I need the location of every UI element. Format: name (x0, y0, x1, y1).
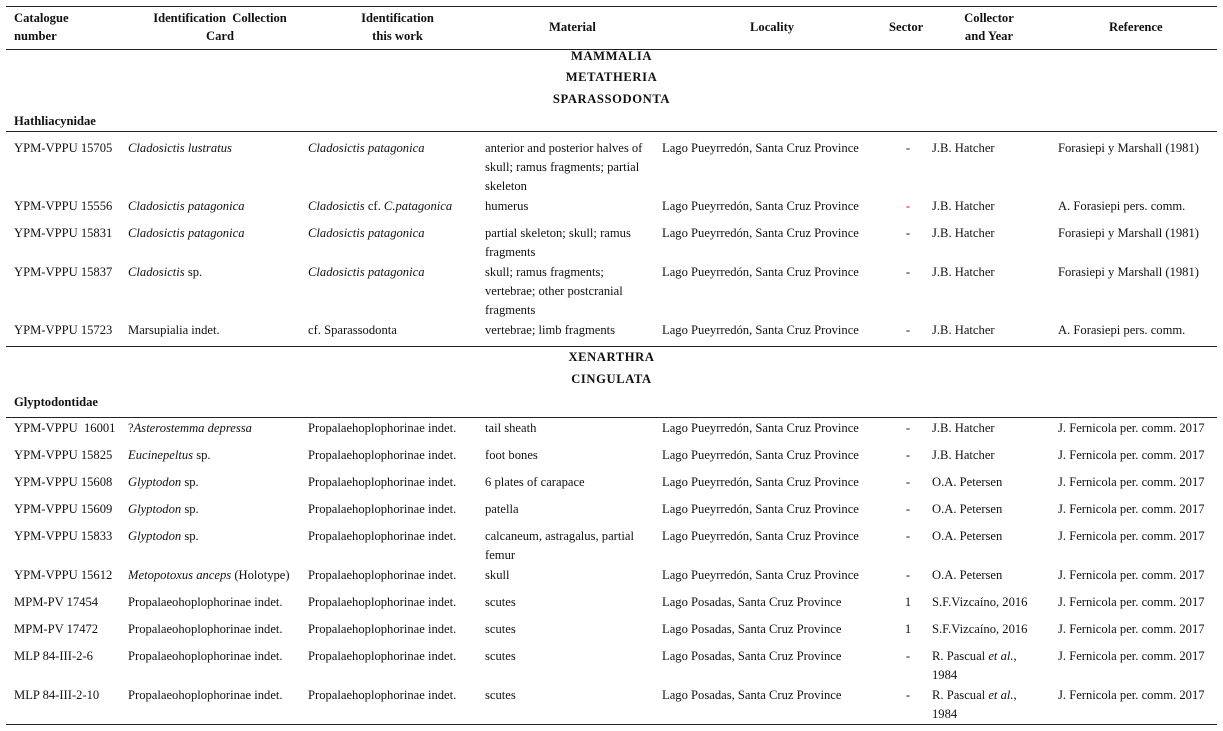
collector: S.F.Vizcaíno, 2016 (932, 622, 1028, 636)
material: 6 plates of carapace (485, 475, 585, 489)
collector: S.F.Vizcaíno, 2016 (932, 595, 1028, 609)
identification-this-work: Propalaehoplophorinae indet. (308, 649, 457, 663)
locality: Lago Posadas, Santa Cruz Province (662, 622, 842, 636)
locality: Lago Posadas, Santa Cruz Province (662, 688, 842, 702)
sector: - (905, 649, 911, 663)
material: scutes (485, 649, 516, 663)
reference: J. Fernicola per. comm. 2017 (1058, 622, 1205, 636)
identification-this-work: Propalaehoplophorinae indet. (308, 529, 457, 543)
top-rule (6, 6, 1217, 7)
sector: - (905, 226, 911, 240)
collection-card-id: Glyptodon sp. (128, 475, 199, 489)
taxon-mammalia: MAMMALIA (570, 49, 653, 63)
taxon-cingulata: CINGULATA (571, 372, 652, 386)
locality: Lago Pueyrredón, Santa Cruz Province (662, 421, 859, 435)
sector: - (905, 502, 911, 516)
identification-this-work: Cladosictis patagonica (308, 141, 425, 155)
catalogue-number: YPM-VPPU 15556 (14, 199, 113, 213)
material: foot bones (485, 448, 538, 462)
collector: J.B. Hatcher (932, 226, 995, 240)
collector: J.B. Hatcher (932, 265, 995, 279)
locality: Lago Pueyrredón, Santa Cruz Province (662, 448, 859, 462)
locality: Lago Pueyrredón, Santa Cruz Province (662, 226, 859, 240)
locality: Lago Pueyrredón, Santa Cruz Province (662, 265, 859, 279)
collection-card-id: Cladosictis patagonica (128, 199, 245, 213)
collector: R. Pascual et al., 1984 (932, 688, 1017, 721)
material: anterior and posterior halves of skull; ramus fragments; partial skeleton (485, 141, 643, 193)
collector: R. Pascual et al., 1984 (932, 649, 1017, 682)
material: scutes (485, 622, 516, 636)
material: skull (485, 568, 510, 582)
reference: Forasiepi y Marshall (1981) (1058, 265, 1199, 279)
reference: J. Fernicola per. comm. 2017 (1058, 649, 1205, 663)
sector: - (905, 475, 911, 489)
sector: - (905, 568, 911, 582)
collection-card-id: ?Asterostemma depressa (128, 421, 252, 435)
reference: J. Fernicola per. comm. 2017 (1058, 502, 1205, 516)
identification-this-work: Propalaehoplophorinae indet. (308, 595, 457, 609)
locality: Lago Posadas, Santa Cruz Province (662, 649, 842, 663)
collection-card-id: Cladosictis patagonica (128, 226, 245, 240)
locality: Lago Pueyrredón, Santa Cruz Province (662, 199, 859, 213)
locality: Lago Pueyrredón, Santa Cruz Province (662, 323, 859, 337)
collection-card-id: Propalaeohoplophorinae indet. (128, 688, 283, 702)
catalogue-number: YPM-VPPU 15833 (14, 529, 113, 543)
header-sector: Sector (889, 20, 924, 34)
reference: J. Fernicola per. comm. 2017 (1058, 448, 1205, 462)
sector: - (905, 141, 911, 155)
identification-this-work: Propalaehoplophorinae indet. (308, 688, 457, 702)
locality: Lago Posadas, Santa Cruz Province (662, 595, 842, 609)
reference: A. Forasiepi pers. comm. (1058, 199, 1186, 213)
identification-this-work: Propalaehoplophorinae indet. (308, 448, 457, 462)
collector: J.B. Hatcher (932, 199, 995, 213)
sector: - (905, 421, 911, 435)
material: patella (485, 502, 519, 516)
collection-card-id: Cladosictis sp. (128, 265, 203, 279)
reference: Forasiepi y Marshall (1981) (1058, 141, 1199, 155)
collection-card-id: Propalaeohoplophorinae indet. (128, 622, 283, 636)
collector: J.B. Hatcher (932, 421, 995, 435)
family-rule (6, 417, 1217, 418)
locality: Lago Pueyrredón, Santa Cruz Province (662, 502, 859, 516)
collector: O.A. Petersen (932, 529, 1003, 543)
bottom-rule (6, 724, 1217, 725)
identification-this-work: cf. Sparassodonta (308, 323, 397, 337)
taxon-sparassodonta: SPARASSODONTA (552, 92, 671, 106)
collector: O.A. Petersen (932, 502, 1003, 516)
sector: 1 (904, 622, 912, 636)
catalogue-number: YPM-VPPU 15608 (14, 475, 113, 489)
catalogue-number: YPM-VPPU 15609 (14, 502, 113, 516)
reference: A. Forasiepi pers. comm. (1058, 323, 1186, 337)
header-collector: Collector and Year (964, 11, 1014, 43)
catalogue-number: MLP 84-III-2-6 (14, 649, 93, 663)
locality: Lago Pueyrredón, Santa Cruz Province (662, 568, 859, 582)
identification-this-work: Propalaehoplophorinae indet. (308, 421, 457, 435)
identification-this-work: Cladosictis cf. C.patagonica (308, 199, 453, 213)
sector: - (905, 529, 911, 543)
identification-this-work: Propalaehoplophorinae indet. (308, 622, 457, 636)
catalogue-number: MPM-PV 17454 (14, 595, 99, 609)
sector: - (905, 688, 911, 702)
collection-card-id: Propalaeohoplophorinae indet. (128, 649, 283, 663)
material: tail sheath (485, 421, 537, 435)
catalogue-number: YPM-VPPU 15831 (14, 226, 113, 240)
sector: - (905, 265, 911, 279)
header-locality: Locality (750, 20, 795, 34)
locality: Lago Pueyrredón, Santa Cruz Province (662, 141, 859, 155)
taxon-xenarthra: XENARTHRA (568, 350, 655, 364)
collection-card-id: Eucinepeltus sp. (128, 448, 211, 462)
catalogue-number: YPM-VPPU 15837 (14, 265, 113, 279)
identification-this-work: Propalaehoplophorinae indet. (308, 568, 457, 582)
header-reference: Reference (1109, 20, 1163, 34)
reference: J. Fernicola per. comm. 2017 (1058, 529, 1205, 543)
reference: J. Fernicola per. comm. 2017 (1058, 421, 1205, 435)
header-material: Material (549, 20, 596, 34)
reference: J. Fernicola per. comm. 2017 (1058, 688, 1205, 702)
family-rule (6, 131, 1217, 132)
material: partial skeleton; skull; ramus fragments (485, 226, 631, 259)
catalogue-number: MLP 84-III-2-10 (14, 688, 100, 702)
reference: J. Fernicola per. comm. 2017 (1058, 475, 1205, 489)
collection-card-id: Marsupialia indet. (128, 323, 220, 337)
identification-this-work: Propalaehoplophorinae indet. (308, 475, 457, 489)
family-glyptodontidae: Glyptodontidae (14, 395, 98, 409)
collector: O.A. Petersen (932, 475, 1003, 489)
taxon-metatheria: METATHERIA (565, 70, 658, 84)
collection-card-id: Cladosictis lustratus (128, 141, 232, 155)
reference: J. Fernicola per. comm. 2017 (1058, 568, 1205, 582)
catalogue-number: MPM-PV 17472 (14, 622, 99, 636)
locality: Lago Pueyrredón, Santa Cruz Province (662, 529, 859, 543)
material: vertebrae; limb fragments (485, 323, 616, 337)
collection-card-id: Propalaeohoplophorinae indet. (128, 595, 283, 609)
catalogue-number: YPM-VPPU 15825 (14, 448, 113, 462)
sector: - (905, 323, 911, 337)
identification-this-work: Cladosictis patagonica (308, 226, 425, 240)
catalogue-number: YPM-VPPU 15612 (14, 568, 113, 582)
sector: 1 (904, 595, 912, 609)
material: scutes (485, 595, 516, 609)
identification-this-work: Cladosictis patagonica (308, 265, 425, 279)
collection-card-id: Glyptodon sp. (128, 502, 199, 516)
identification-this-work: Propalaehoplophorinae indet. (308, 502, 457, 516)
locality: Lago Pueyrredón, Santa Cruz Province (662, 475, 859, 489)
sector: - (905, 199, 911, 213)
collection-card-id: Glyptodon sp. (128, 529, 199, 543)
family-hathliacynidae: Hathliacynidae (14, 114, 96, 128)
catalogue-number: YPM-VPPU 15723 (14, 323, 113, 337)
reference: Forasiepi y Marshall (1981) (1058, 226, 1199, 240)
section-rule (6, 346, 1217, 347)
header-card: Identification Collection Card (153, 11, 287, 43)
catalogue-number: YPM-VPPU 15705 (14, 141, 113, 155)
material: skull; ramus fragments; vertebrae; other postcranial fragments (485, 265, 623, 317)
catalogue-number: YPM-VPPU 16001 (14, 421, 116, 435)
material: calcaneum, astragalus, partial femur (485, 529, 634, 562)
reference: J. Fernicola per. comm. 2017 (1058, 595, 1205, 609)
collector: J.B. Hatcher (932, 323, 995, 337)
collector: J.B. Hatcher (932, 448, 995, 462)
collection-card-id: Metopotoxus anceps (Holotype) (128, 568, 290, 582)
sector: - (905, 448, 911, 462)
header-catalogue: Catalogue number (14, 11, 69, 43)
material: scutes (485, 688, 516, 702)
collector: J.B. Hatcher (932, 141, 995, 155)
collector: O.A. Petersen (932, 568, 1003, 582)
material: humerus (485, 199, 529, 213)
header-work: Identification this work (361, 11, 434, 43)
